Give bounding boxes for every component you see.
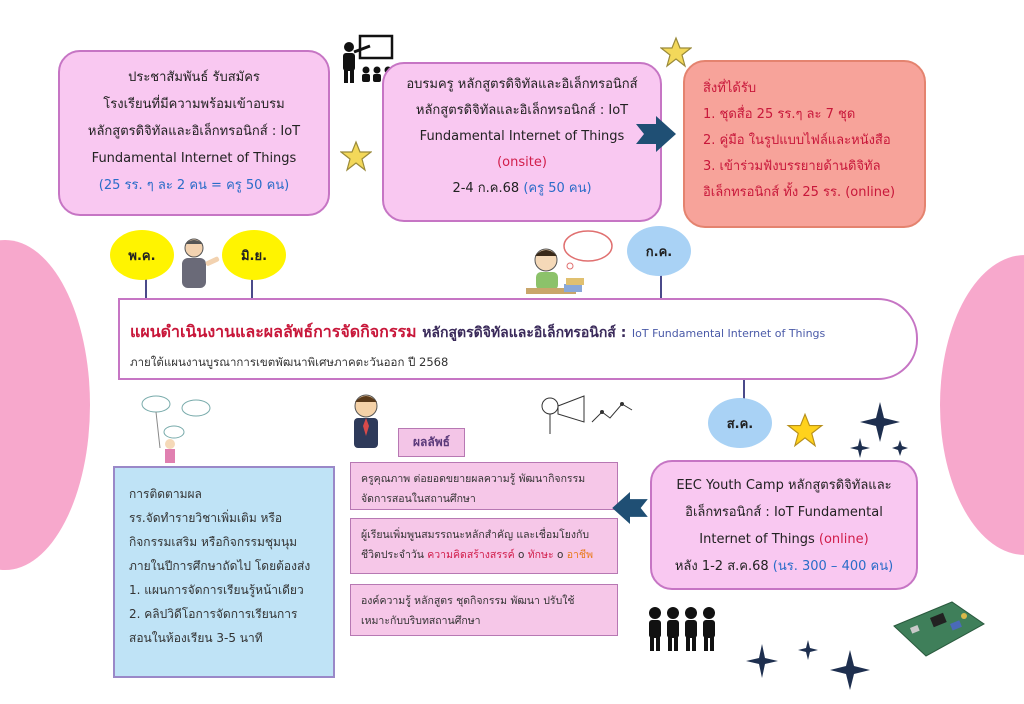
camp-mode: (online) bbox=[818, 532, 869, 547]
cloud-child-icon bbox=[134, 392, 224, 466]
result-item-3 bbox=[350, 584, 618, 636]
recruit-line-4: Fundamental Internet of Things bbox=[91, 151, 297, 166]
recruit-box bbox=[58, 50, 330, 216]
results-tag: ผลลัพธ์ bbox=[398, 428, 465, 457]
banner-title-iot: IoT Fundamental Internet of Things bbox=[631, 327, 826, 340]
sparkle-icon bbox=[850, 402, 910, 460]
follow-up-box bbox=[113, 466, 335, 678]
bullet-2: o bbox=[556, 549, 564, 561]
camp-date: หลัง 1-2 ส.ค.68 bbox=[674, 559, 769, 574]
result-3-line-2: เหมาะกับบริบทสถานศึกษา bbox=[361, 615, 481, 627]
star-icon bbox=[340, 140, 372, 172]
person-talking-icon bbox=[176, 236, 222, 292]
banner-title-main: แผนดำเนินงานและผลลัพธ์การจัดกิจกรรม bbox=[130, 322, 417, 341]
star-icon bbox=[660, 36, 692, 68]
businessman-icon bbox=[344, 392, 390, 452]
arrow-left-icon bbox=[612, 492, 648, 524]
camp-count: (นร. 300 – 400 คน) bbox=[772, 559, 894, 574]
follow-line-3: ภายในปีการศึกษาถัดไป โดยต้องส่ง bbox=[129, 559, 311, 573]
arrow-right-icon bbox=[636, 116, 676, 152]
result-3-line-1: องค์ความรู้ หลักสูตร ชุดกิจกรรม พัฒนา ปรับใช้ bbox=[361, 595, 575, 607]
training-date: 2-4 ก.ค.68 bbox=[452, 181, 520, 196]
banner-title-course: หลักสูตรดิจิทัลและอิเล็กทรอนิกส์ : bbox=[422, 325, 627, 341]
recruit-line-3: หลักสูตรดิจิทัลและอิเล็กทรอนิกส์ : IoT bbox=[87, 124, 301, 139]
training-mode: (onsite) bbox=[497, 155, 547, 170]
recruit-line-2: โรงเรียนที่มีความพร้อมเข้าอบรม bbox=[103, 97, 285, 112]
month-jul: ก.ค. bbox=[627, 226, 691, 276]
camp-line-3 bbox=[662, 526, 906, 553]
month-may: พ.ค. bbox=[110, 230, 174, 280]
right-decor-circle bbox=[940, 255, 1024, 555]
follow-title: การติดตามผล bbox=[129, 487, 202, 501]
follow-line-5: 2. คลิปวิดีโอการจัดการเรียนการ bbox=[129, 607, 298, 621]
plan-banner bbox=[118, 298, 918, 380]
camp-box bbox=[650, 460, 918, 590]
benefit-item-3b: อิเล็กทรอนิกส์ ทั้ง 25 รร. (online) bbox=[703, 185, 896, 200]
banner-subtitle: ภายใต้แผนงานบูรณาการเขตพัฒนาพิเศษภาคตะวันออก ปี 2568 bbox=[130, 355, 449, 369]
month-aug: ส.ค. bbox=[708, 398, 772, 448]
result-item-2 bbox=[350, 518, 618, 574]
star-icon bbox=[786, 412, 824, 448]
training-date-row bbox=[394, 176, 650, 202]
result-2-line-2 bbox=[361, 545, 607, 565]
recruit-line-1: ประชาสัมพันธ์ รับสมัคร bbox=[128, 70, 260, 85]
result-2-career: อาชีพ bbox=[566, 549, 593, 561]
camp-line-3-text: Internet of Things bbox=[699, 532, 815, 547]
camp-line-1: EEC Youth Camp หลักสูตรดิจิทัลและ bbox=[676, 478, 892, 493]
camp-line-2: อิเล็กทรอนิกส์ : IoT Fundamental bbox=[685, 505, 883, 520]
group-people-icon bbox=[646, 606, 718, 652]
left-decor-circle bbox=[0, 240, 90, 570]
follow-line-1: รร.จัดทำรายวิชาเพิ่มเติม หรือ bbox=[129, 511, 283, 525]
bullet-1: o bbox=[517, 549, 525, 561]
result-2-skill: ทักษะ bbox=[527, 549, 554, 561]
training-box bbox=[382, 62, 662, 222]
megaphone-icon bbox=[540, 392, 640, 442]
benefit-item-3a: 3. เข้าร่วมฟังบรรยายด้านดิจิทัล bbox=[703, 159, 881, 174]
result-1-line-1: ครูคุณภาพ ต่อยอดขยายผลความรู้ พัฒนากิจกรรม bbox=[361, 473, 586, 485]
benefit-item-1: 1. ชุดสื่อ 25 รร.ๆ ละ 7 ชุด bbox=[703, 107, 856, 122]
result-2-line-1: ผู้เรียนเพิ่มพูนสมรรถนะหลักสำคัญ และเชื่อมโยงกับ bbox=[361, 529, 590, 541]
training-count: (ครู 50 คน) bbox=[523, 181, 592, 196]
follow-line-6: สอนในห้องเรียน 3-5 นาที bbox=[129, 631, 263, 645]
banner-title bbox=[130, 320, 825, 345]
benefits-box bbox=[683, 60, 926, 228]
result-2-prefix: ชีวิตประจำวัน bbox=[361, 549, 424, 561]
circuit-board-icon bbox=[890, 598, 986, 660]
benefits-title: สิ่งที่ได้รับ bbox=[703, 81, 757, 96]
benefit-item-2: 2. คู่มือ ในรูปแบบไฟล์และหนังสือ bbox=[703, 133, 891, 148]
training-line-3: Fundamental Internet of Things bbox=[419, 129, 625, 144]
result-1-line-2: จัดการสอนในสถานศึกษา bbox=[361, 493, 476, 505]
sparkle-icon bbox=[746, 636, 876, 696]
month-jun: มิ.ย. bbox=[222, 230, 286, 280]
follow-line-2: กิจกรรมเสริม หรือกิจกรรมชุมนุม bbox=[129, 535, 298, 549]
recruit-line-5: (25 รร. ๆ ละ 2 คน = ครู 50 คน) bbox=[98, 178, 290, 193]
result-item-1 bbox=[350, 462, 618, 510]
thought-cloud-icon bbox=[560, 228, 616, 272]
training-line-2: หลักสูตรดิจิทัลและอิเล็กทรอนิกส์ : IoT bbox=[415, 103, 629, 118]
camp-date-row bbox=[662, 553, 906, 580]
result-2-creative: ความคิดสร้างสรรค์ bbox=[427, 549, 515, 561]
follow-line-4: 1. แผนการจัดการเรียนรู้หน้าเดียว bbox=[129, 583, 304, 597]
training-line-1: อบรมครู หลักสูตรดิจิทัลและอิเล็กทรอนิกส์ bbox=[406, 77, 638, 92]
